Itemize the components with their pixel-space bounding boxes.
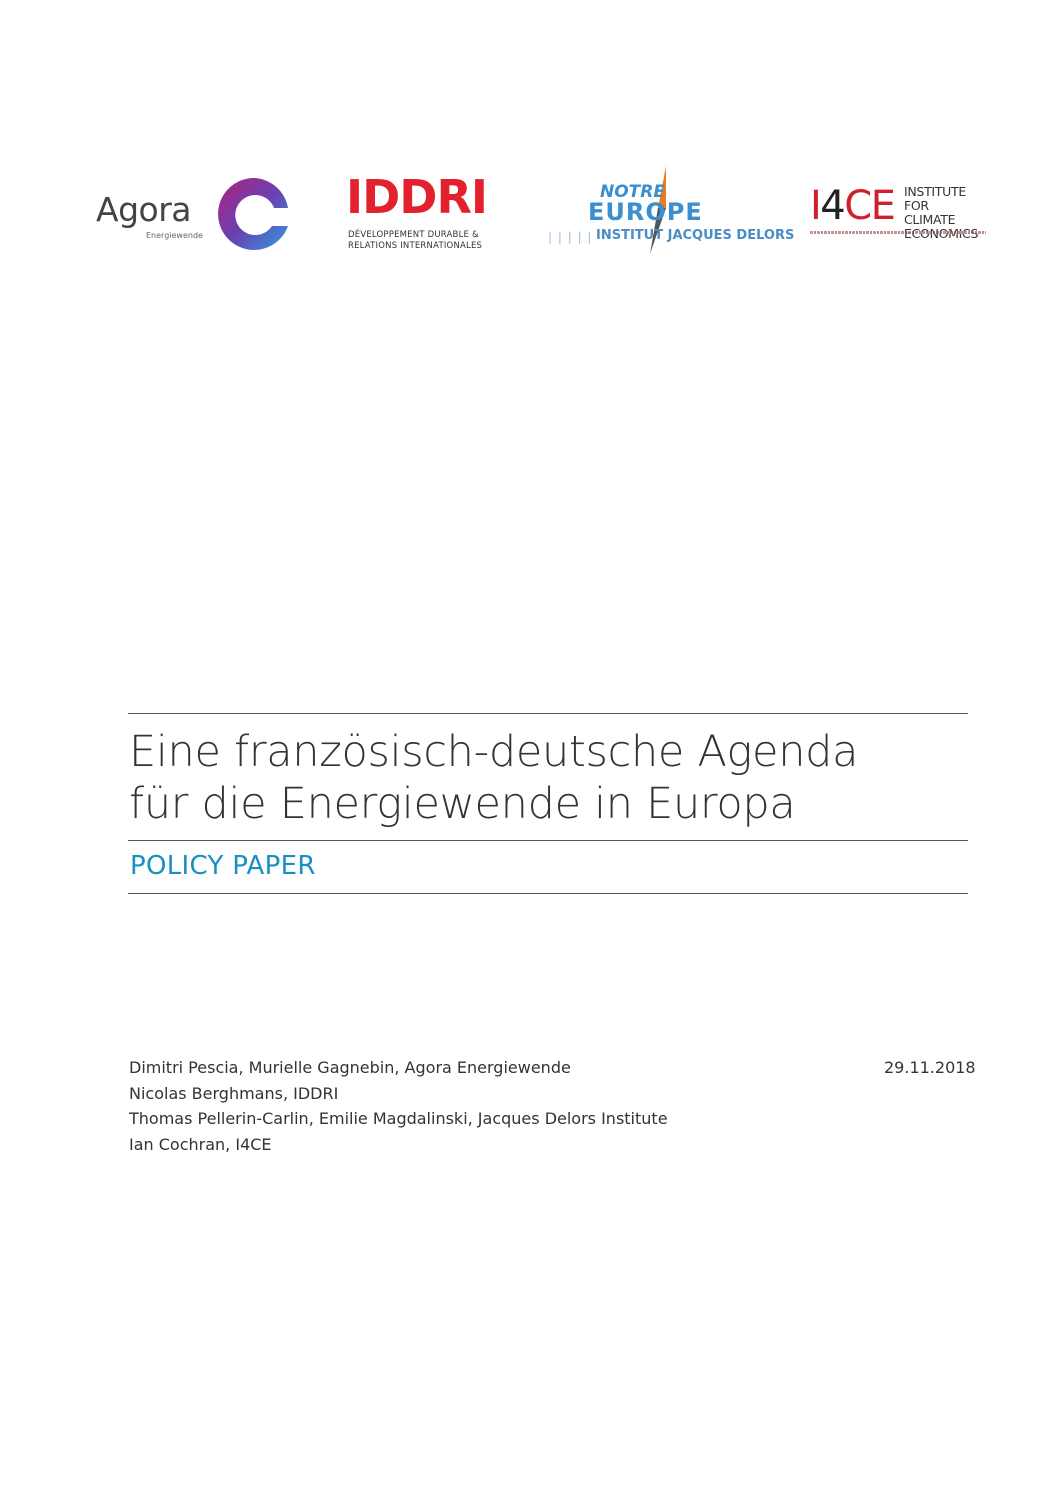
subtitle-bottom-rule xyxy=(128,893,968,894)
author-line: Dimitri Pescia, Murielle Gagnebin, Agora Energiewende xyxy=(129,1058,571,1077)
i4ce-logo-tagline xyxy=(810,231,986,234)
notre-europe-logo xyxy=(548,164,795,258)
title-line-1: Eine französisch-deutsche Agenda xyxy=(129,727,859,777)
document-title xyxy=(129,726,959,830)
i4ce-logo xyxy=(810,184,990,244)
agora-logo-word: Agora xyxy=(96,190,192,229)
author-line: Nicolas Berghmans, IDDRI xyxy=(129,1083,339,1103)
notre-logo-bars: | | | | | xyxy=(548,230,593,244)
i4ce-logo-line1: INSTITUTE FOR xyxy=(904,184,966,213)
i4ce-logo-line2: CLIMATE xyxy=(904,212,956,227)
iddri-logo xyxy=(346,170,496,258)
title-line-2: für die Energiewende in Europa xyxy=(129,779,796,829)
i4ce-logo-word: I4CE xyxy=(810,183,895,229)
title-top-rule xyxy=(128,713,968,714)
author-line: Thomas Pellerin-Carlin, Emilie Magdalinski, Jacques Delors Institute xyxy=(129,1109,668,1128)
i4ce-logo-line3 xyxy=(904,227,990,241)
publication-date: 29.11.2018 xyxy=(884,1058,976,1077)
partner-logos xyxy=(0,160,1058,270)
title-bottom-rule xyxy=(128,840,968,841)
notre-logo-line3: INSTITUT JACQUES DELORS xyxy=(596,228,795,243)
agora-ring-icon xyxy=(214,174,294,254)
iddri-logo-word: IDDRI xyxy=(346,170,488,224)
author-line: Ian Cochran, I4CE xyxy=(129,1134,272,1154)
document-subtitle: POLICY PAPER xyxy=(130,851,316,881)
notre-logo-line2: EUROPE xyxy=(588,198,703,226)
agora-energiewende-logo xyxy=(96,174,296,254)
iddri-logo-sub-1: DÉVELOPPEMENT DURABLE & xyxy=(348,230,479,240)
iddri-logo-sub-2: RELATIONS INTERNATIONALES xyxy=(348,241,483,251)
author-list xyxy=(129,1055,668,1157)
notre-logo-line1: NOTRE xyxy=(600,182,665,202)
agora-logo-sub: Energiewende xyxy=(146,231,203,240)
